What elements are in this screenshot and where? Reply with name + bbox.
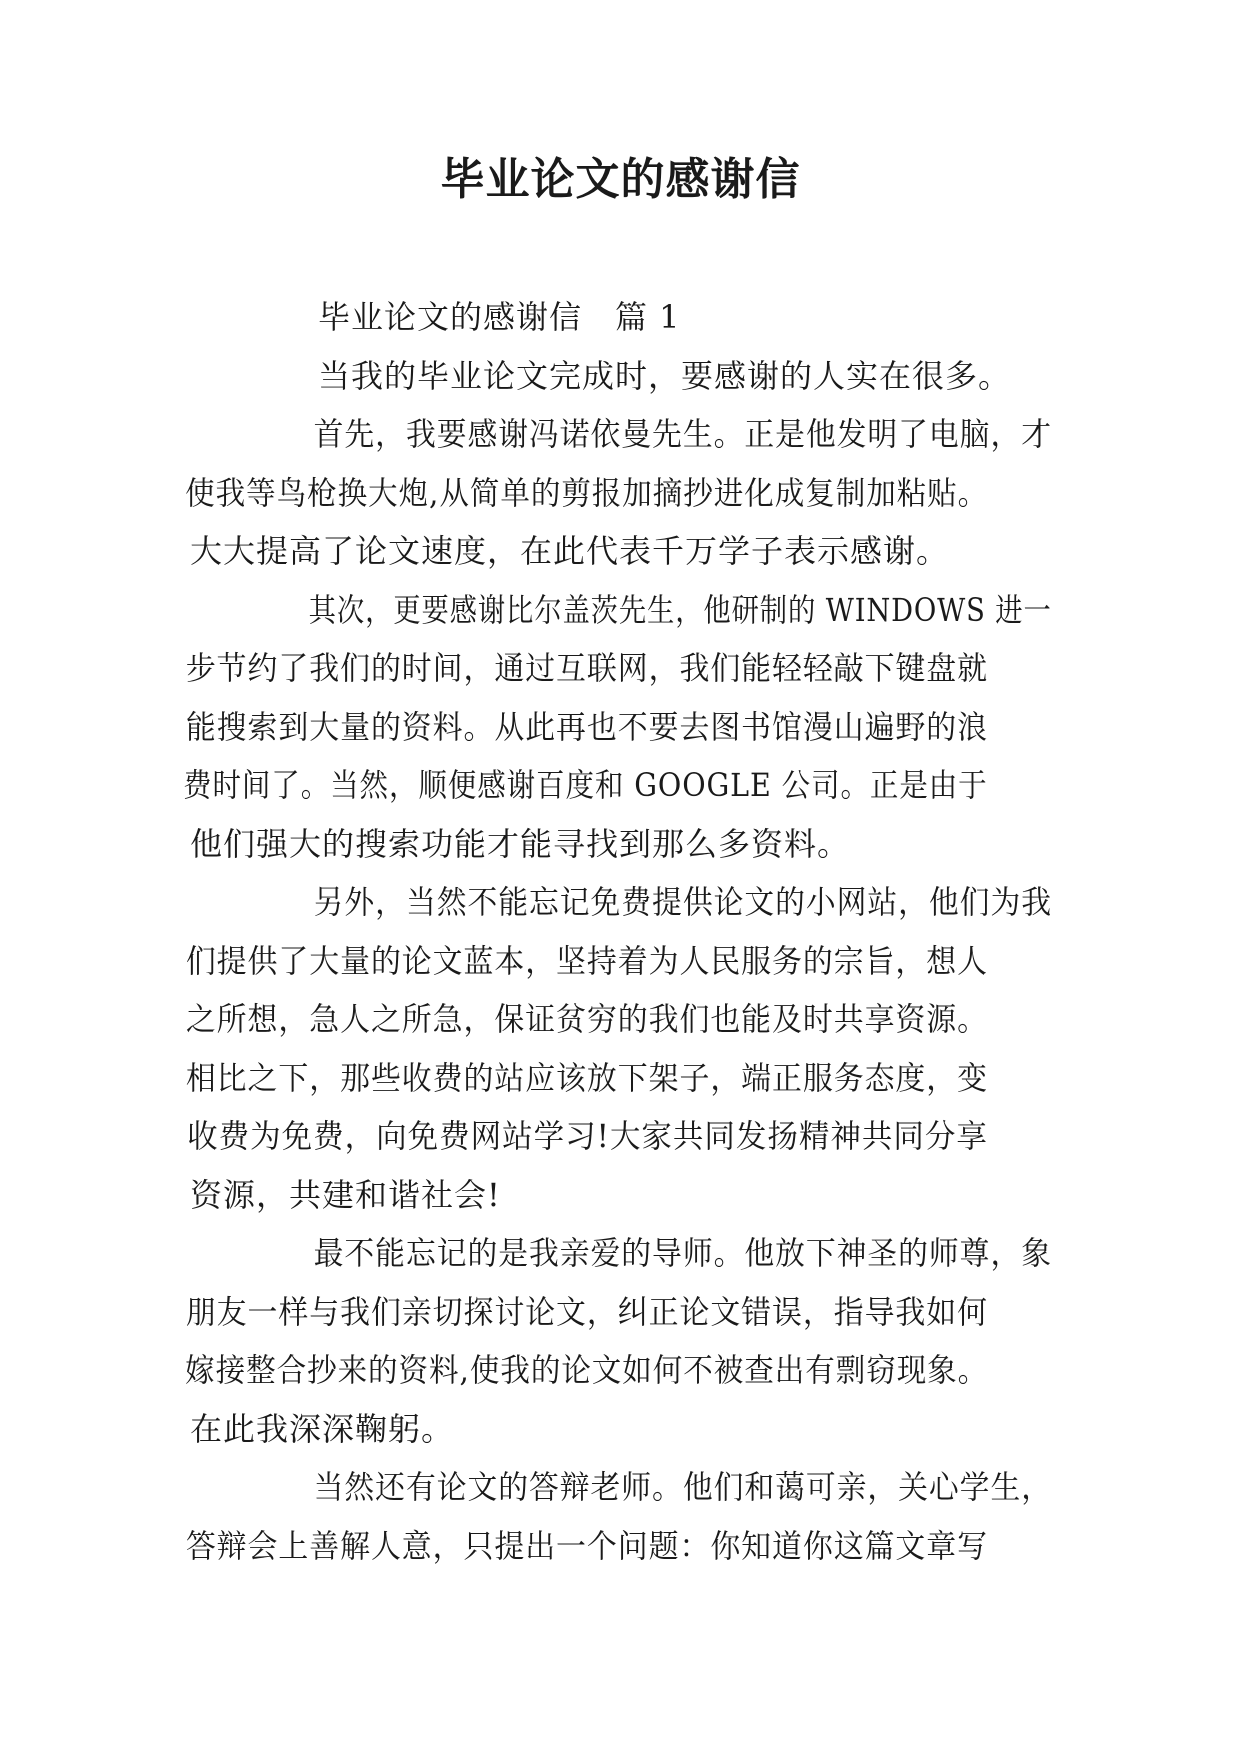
text-line: 当然还有论文的答辩老师。他们和蔼可亲，关心学生， <box>313 1468 1052 1506</box>
paragraph <box>185 873 1052 1224</box>
text-line: 最不能忘记的是我亲爱的导师。他放下神圣的师尊，象 <box>313 1234 1052 1272</box>
paragraph <box>185 1458 1052 1575</box>
text-line: 朋友一样与我们亲切探讨论文，纠正论文错误，指导我如何 <box>185 1292 988 1331</box>
text-line: 其次，更要感谢比尔盖茨先生，他研制的 WINDOWS 进一 <box>308 590 1052 629</box>
text-line: 之所想，急人之所急，保证贫穷的我们也能及时共享资源。 <box>185 1000 988 1038</box>
document-title: 毕业论文的感谢信 <box>440 154 801 205</box>
text-line: 能搜索到大量的资料。从此再也不要去图书馆漫山遍野的浪 <box>185 707 988 746</box>
text-line: 大大提高了论文速度，在此代表千万学子表示感谢。 <box>190 532 950 570</box>
text-line: 另外，当然不能忘记免费提供论文的小网站，他们为我 <box>313 883 1052 921</box>
text-line: 首先，我要感谢冯诺依曼先生。正是他发明了电脑，才 <box>313 415 1052 453</box>
text-line: 资源，共建和谐社会! <box>190 1175 501 1214</box>
text-line: 收费为免费，向免费网站学习!大家共同发扬精神共同分享 <box>187 1117 988 1155</box>
text-line: 们提供了大量的论文蓝本，坚持着为人民服务的宗旨，想人 <box>185 941 988 980</box>
paragraph <box>183 581 1052 874</box>
text-line: 步节约了我们的时间，通过互联网，我们能轻轻敲下键盘就 <box>185 649 988 687</box>
paragraph-section-heading <box>190 288 1052 347</box>
paragraph <box>190 347 1052 406</box>
paragraph <box>185 1224 1052 1458</box>
document-body <box>183 288 1052 1575</box>
text-line: 答辩会上善解人意，只提出一个问题：你知道你这篇文章写 <box>185 1526 988 1565</box>
text-line: 嫁接整合抄来的资料,使我的论文如何不被查出有剽窃现象。 <box>185 1351 989 1389</box>
text-line: 相比之下，那些收费的站应该放下架子，端正服务态度，变 <box>185 1058 988 1097</box>
text-line: 他们强大的搜索功能才能寻找到那么多资料。 <box>190 824 851 863</box>
text-line: 费时间了。当然，顺便感谢百度和 GOOGLE 公司。正是由于 <box>183 766 988 804</box>
paragraph <box>185 405 1052 581</box>
text-line: 使我等鸟枪换大炮,从简单的剪报加摘抄进化成复制加粘贴。 <box>185 473 989 512</box>
text-line: 在此我深深鞠躬。 <box>190 1409 455 1448</box>
text-line: 毕业论文的感谢信 篇 1 <box>318 298 681 336</box>
text-line: 当我的毕业论文完成时，要感谢的人实在很多。 <box>318 356 1012 395</box>
